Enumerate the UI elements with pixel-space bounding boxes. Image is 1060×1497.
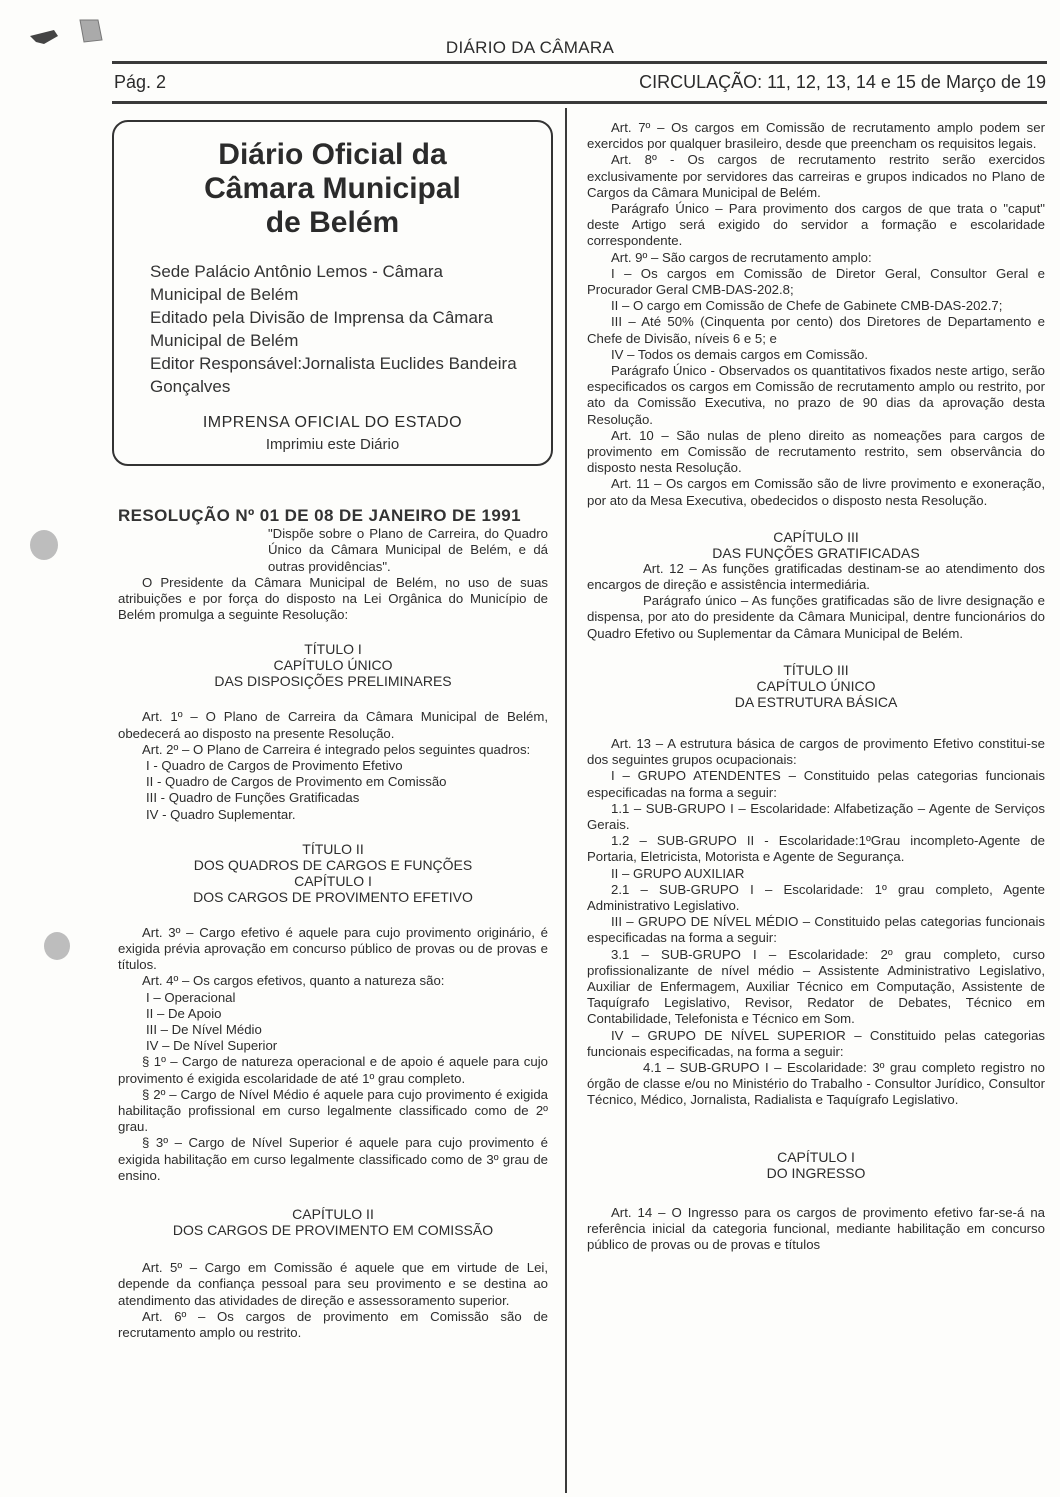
preamble: O Presidente da Câmara Municipal de Belém, no uso de suas atribuições e por força do disposto na Lei Orgânica do Município de Belém promulga a seguinte Resolução: xyxy=(118,574,548,623)
section-heading: TÍTULO III xyxy=(783,661,849,678)
article-8-paragraph: Parágrafo Único – Para provimento dos cargos de que trata o "caput" deste Artigo será exigido do servidor a formação e escolaridade correspondente. xyxy=(587,201,1045,249)
article-13: Art. 13 – A estrutura básica de cargos de provimento Efetivo constitui-se dos seguintes grupos ocupacionais: xyxy=(587,735,1045,768)
credit-line: Editor Responsável:Jornalista Euclides Bandeira xyxy=(150,354,517,373)
article-5: Art. 5º – Cargo em Comissão é aquele que em virtude de Lei, depende da confiança pessoal para seu provimento e se destina ao atendimento das atividades de direção e assessoramento superior. xyxy=(118,1260,548,1308)
circulation-dates: CIRCULAÇÃO: 11, 12, 13, 14 e 15 de Março de 19 xyxy=(639,72,1046,92)
section-heading: CAPÍTULO ÚNICO xyxy=(756,677,876,694)
article-3: Art. 3º – Cargo efetivo é aquele para cujo provimento originário, é exigida prévia aprovação em concurso público de provas ou de provas e títulos. xyxy=(118,924,548,973)
paragraph-1: § 1º – Cargo de natureza operacional e de apoio é aquele para cujo provimento é exigida escolaridade de até 1º grau completo. xyxy=(118,1054,548,1086)
article-7: Art. 7º – Os cargos em Comissão de recrutamento amplo podem ser exercidos por qualquer brasileiro, desde que preencham os requisitos legais. xyxy=(587,120,1045,152)
credit-line: Gonçalves xyxy=(150,377,231,396)
paragraph-2: § 2º – Cargo de Nível Médio é aquele para cujo provimento é exigida habilitação profissional em curso legalmente classificado como de 2º grau. xyxy=(118,1086,548,1135)
punch-hole-icon xyxy=(30,530,58,560)
credit-line: Sede Palácio Antônio Lemos - Câmara xyxy=(150,262,443,281)
right-column xyxy=(587,120,1045,1253)
list-item: III – De Nível Médio xyxy=(146,1022,262,1038)
section-heading: TÍTULO II xyxy=(302,840,364,857)
article-9: Art. 9º – São cargos de recrutamento amplo: xyxy=(611,249,872,265)
list-item: II – O cargo em Comissão de Chefe de Gabinete CMB-DAS-202.7; xyxy=(611,298,1003,314)
article-12: Art. 12 – As funções gratificadas destinam-se ao atendimento dos encargos de direção e assistência intermediária. xyxy=(587,560,1045,593)
article-4: Art. 4º – Os cargos efetivos, quanto a natureza são: xyxy=(142,973,445,989)
section-heading: DAS DISPOSIÇÕES PRELIMINARES xyxy=(214,673,452,690)
list-item: IV – De Nível Superior xyxy=(146,1038,278,1054)
printed-note: Imprimiu este Diário xyxy=(265,436,400,453)
list-item: II - Quadro de Cargos de Provimento em Comissão xyxy=(146,774,447,790)
title-line: Diário Oficial da xyxy=(218,138,447,171)
section-heading: DOS CARGOS DE PROVIMENTO EFETIVO xyxy=(193,888,473,905)
article-8: Art. 8º - Os cargos de recrutamento restrito serão exercidos exclusivamente por servidores das carreiras e grupos indicados no Plano de Cargos da Câmara Municipal de Belém. xyxy=(587,152,1045,200)
list-item: III - Quadro de Funções Gratificadas xyxy=(146,790,360,806)
masthead: DIÁRIO DA CÂMARA xyxy=(445,38,615,57)
column-divider xyxy=(565,108,567,1493)
section-heading: DOS QUADROS DE CARGOS E FUNÇÕES xyxy=(193,856,473,873)
publication-title xyxy=(114,138,551,240)
title-line: Câmara Municipal xyxy=(204,172,461,205)
list-item: 2.1 – SUB-GRUPO I – Escolaridade: 1º grau completo, Agente Administrativo Legislativo. xyxy=(587,881,1045,913)
section-heading: TÍTULO I xyxy=(304,641,362,658)
article-12-paragraph: Parágrafo único – As funções gratificadas são de livre designação e dispensa, por ato do presidente da Câmara Municipal, dentre funcionários do Quadro Efetivo ou Suplementar da Câmara Municipal de Belém. xyxy=(587,593,1045,641)
list-item: I – Os cargos em Comissão de Diretor Geral, Consultor Geral e Procurador Geral CMB-DAS-202.8; xyxy=(587,265,1045,298)
section-heading: DO INGRESSO xyxy=(766,1164,866,1181)
section-heading: CAPÍTULO II xyxy=(292,1206,374,1223)
article-2: Art. 2º – O Plano de Carreira é integrado pelos seguintes quadros: xyxy=(142,741,531,757)
credit-line: Editado pela Divisão de Imprensa da Câmara xyxy=(150,308,494,327)
resolution-summary: "Dispõe sobre o Plano de Carreira, do Quadro Único da Câmara Municipal de Belém, e dá outras providências". xyxy=(268,526,548,574)
credit-line: Municipal de Belém xyxy=(150,331,299,350)
publication-info-box xyxy=(112,120,553,466)
left-column xyxy=(118,508,548,1341)
section-heading: CAPÍTULO I xyxy=(294,872,372,889)
list-item: II – GRUPO AUXILIAR xyxy=(611,865,745,881)
page-number: Pág. 2 xyxy=(114,72,167,92)
list-item: I - Quadro de Cargos de Provimento Efetivo xyxy=(146,758,403,774)
section-heading: CAPÍTULO I xyxy=(777,1148,855,1165)
list-item: 3.1 – SUB-GRUPO I – Escolaridade: 2º grau completo, curso profissionalizante de nível médio – Assistente Administrativo Legislativo, Auxiliar de Enfermagem, Auxiliar Técnico em Computação, Assistente de Taquígrafo Legislativo, Revisor, Redator de Debates, Técnico em Contabilidade, Telefonista e Técnico em Som. xyxy=(587,946,1045,1027)
list-item: IV – GRUPO DE NÍVEL SUPERIOR – Constituido pelas categorias funcionais especificadas, na forma a seguir: xyxy=(587,1027,1045,1059)
article-10: Art. 10 – São nulas de pleno direito as nomeações para cargos de provimento em Comissão de recrutamento restrito, sem observância do disposto nesta Resolução. xyxy=(587,427,1045,476)
credit-line: Municipal de Belém xyxy=(150,285,299,304)
list-item: 4.1 – SUB-GRUPO I – Escolaridade: 3º grau completo registro no órgão de classe e/ou no Ministério do Trabalho - Consultor Jurídico, Consultor Técnico, Médico, Jornalista, Radialista e Taquígrafo Legislativo. xyxy=(587,1059,1045,1108)
paragraph-3: § 3º – Cargo de Nível Superior é aquele para cujo provimento é exigida habilitação em curso legalmente classificado como de 3º grau de ensino. xyxy=(118,1135,548,1183)
section-heading: DOS CARGOS DE PROVIMENTO EM COMISSÃO xyxy=(172,1222,494,1239)
title-line: de Belém xyxy=(265,206,400,239)
list-item: 1.2 – SUB-GRUPO II - Escolaridade:1ºGrau incompleto-Agente de Portaria, Eletricista, Motorista e Agente de Segurança. xyxy=(587,833,1045,865)
list-item: I – GRUPO ATENDENTES – Constituido pelas categorias funcionais especificadas na forma a seguir: xyxy=(587,768,1045,800)
header-rule-top xyxy=(112,61,1047,64)
resolution-title: RESOLUÇÃO Nº 01 DE 08 DE JANEIRO DE 1991 xyxy=(118,506,521,525)
punch-hole-icon xyxy=(44,932,70,960)
press-name: IMPRENSA OFICIAL DO ESTADO xyxy=(202,414,463,431)
section-heading: CAPÍTULO ÚNICO xyxy=(273,657,393,674)
list-item: 1.1 – SUB-GRUPO I – Escolaridade: Alfabetização – Agente de Serviços Gerais. xyxy=(587,800,1045,832)
article-14: Art. 14 – O Ingresso para os cargos de provimento efetivo far-se-á na referência inicial da categoria funcional, mediante habilitação em concurso público de provas ou de provas e títulos xyxy=(587,1204,1045,1252)
section-heading: CAPÍTULO III xyxy=(773,528,859,545)
list-item: IV – Todos os demais cargos em Comissão. xyxy=(611,346,869,362)
article-1: Art. 1º – O Plano de Carreira da Câmara Municipal de Belém, obedecerá ao disposto na presente Resolução. xyxy=(118,709,548,741)
publication-credits xyxy=(150,260,517,398)
article-9-paragraph: Parágrafo Único - Observados os quantitativos fixados neste artigo, serão especificados os cargos em Comissão de recrutamento amplo ou restrito, por ato da Comissão Executiva, no prazo de 90 dias da aprovação desta Resolução. xyxy=(587,363,1045,427)
list-item: I – Operacional xyxy=(146,989,236,1005)
list-item: IV - Quadro Suplementar. xyxy=(146,806,296,822)
list-item: III – GRUPO DE NÍVEL MÉDIO – Constituido pelas categorias funcionais especificadas na forma a seguir: xyxy=(587,914,1045,946)
section-heading: DAS FUNÇÕES GRATIFICADAS xyxy=(712,544,920,561)
section-heading: DA ESTRUTURA BÁSICA xyxy=(734,693,898,710)
header-rule-bottom xyxy=(112,101,1047,104)
article-6: Art. 6º – Os cargos de provimento em Comissão são de recrutamento amplo ou restrito. xyxy=(118,1308,548,1340)
article-11: Art. 11 – Os cargos em Comissão são de livre provimento e exoneração, por ato da Mesa Executiva, obedecidos o disposto nesta Resolução. xyxy=(587,476,1045,508)
list-item: II – De Apoio xyxy=(146,1005,222,1021)
list-item: III – Até 50% (Cinquenta por cento) dos Diretores de Departamento e Chefe de Divisão, níveis 6 e 5; e xyxy=(587,314,1045,346)
